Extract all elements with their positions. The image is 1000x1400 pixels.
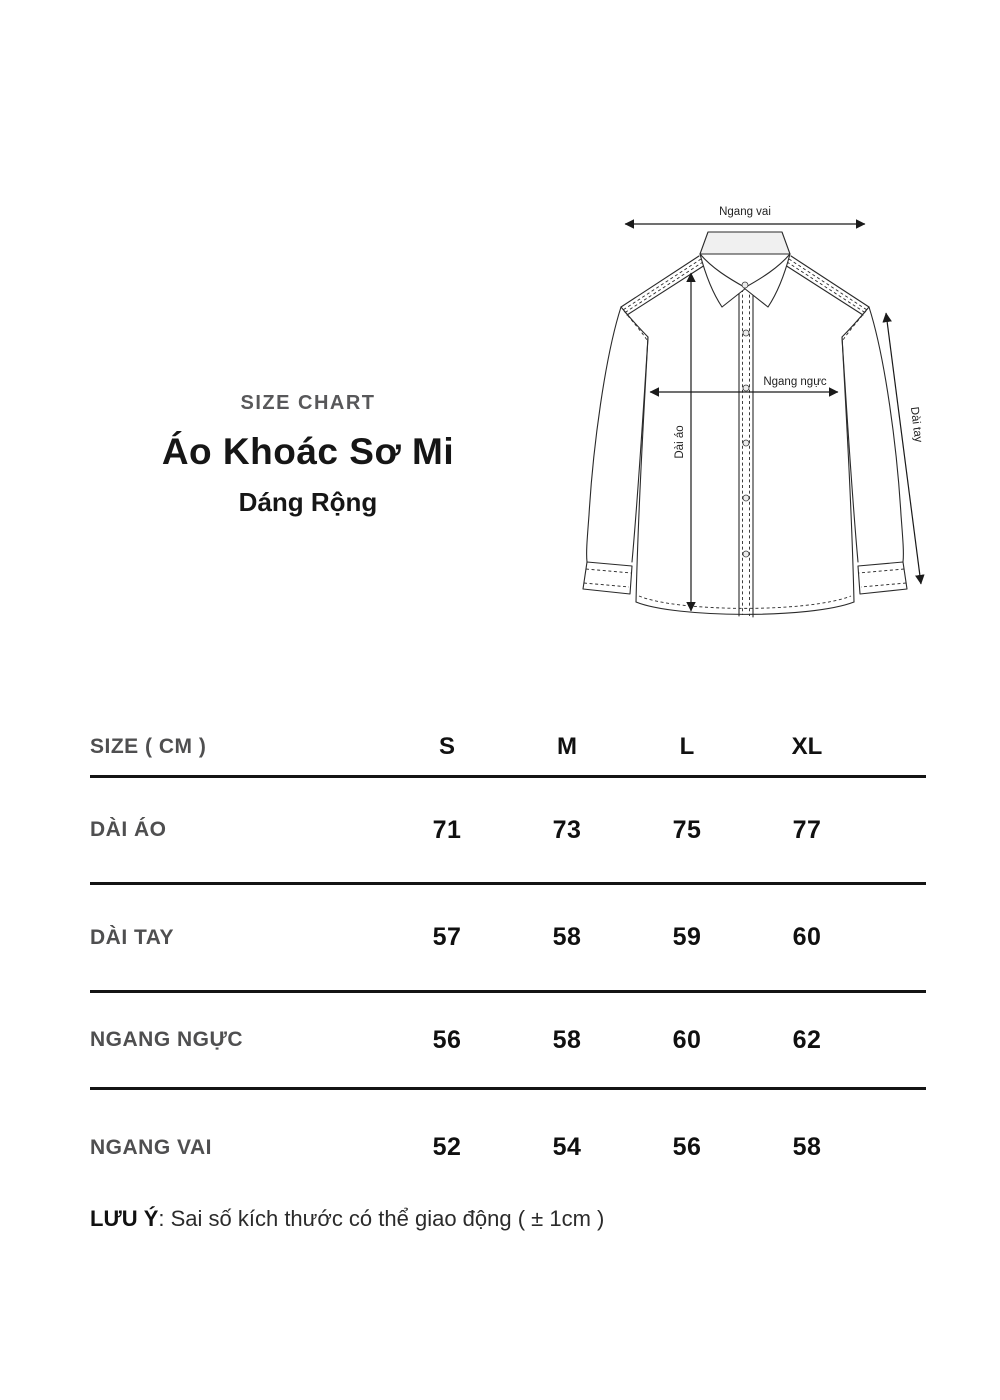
column-header-xl: XL [791,732,823,760]
cell-value: 73 [552,815,582,844]
tolerance-note [90,1206,604,1232]
column-header-l: L [679,732,695,760]
cell-value: 56 [672,1133,702,1161]
sleeve-length-arrow [886,313,921,584]
table-row-sleeve-length [90,885,926,993]
note-text: : Sai số kích thước có thể giao động ( ± 1cm ) [158,1206,605,1231]
size-table [90,718,926,1205]
table-row-chest-width [90,993,926,1090]
shirt-outline [583,256,907,617]
cell-value: 60 [792,923,822,951]
row-label: DÀI ÁO [90,818,167,841]
sleeve-length-label: Dài tay [907,406,925,444]
size-unit-label: SIZE ( CM ) [90,734,207,758]
cell-value: 54 [552,1133,582,1161]
cell-value: 75 [672,815,702,844]
cell-value: 56 [432,1025,462,1054]
buttons [742,282,749,557]
cell-value: 52 [432,1133,462,1161]
note-label: LƯU Ý [90,1206,159,1231]
cell-value: 62 [792,1025,822,1054]
cell-value: 57 [432,923,462,951]
column-header-m: M [557,732,577,760]
cell-value: 58 [792,1133,822,1161]
cell-value: 59 [672,923,702,951]
table-row-shoulder-width [90,1090,926,1205]
row-label: NGANG VAI [90,1135,212,1159]
chest-width-label: Ngang ngực [763,376,827,388]
product-title: Áo Khoác Sơ Mi [161,431,455,472]
table-header-row [90,718,926,778]
cell-value: 58 [552,923,582,951]
table-row-body-length [90,778,926,885]
cell-value: 58 [552,1025,582,1054]
row-label: DÀI TAY [90,925,175,949]
body-length-label: Dài áo [674,425,686,459]
cell-value: 77 [792,815,822,844]
row-label: NGANG NGỰC [90,1028,244,1051]
shirt-technical-drawing [555,185,955,665]
column-header-s: S [438,732,455,760]
title-block [138,392,478,518]
collar [700,232,790,307]
shirt-diagram-svg [555,185,955,665]
shoulder-width-label: Ngang vai [719,206,771,218]
cell-value: 71 [432,815,462,844]
size-chart-eyebrow: SIZE CHART [240,392,376,414]
cell-value: 60 [672,1025,702,1054]
fit-subtitle: Dáng Rộng [238,486,378,517]
